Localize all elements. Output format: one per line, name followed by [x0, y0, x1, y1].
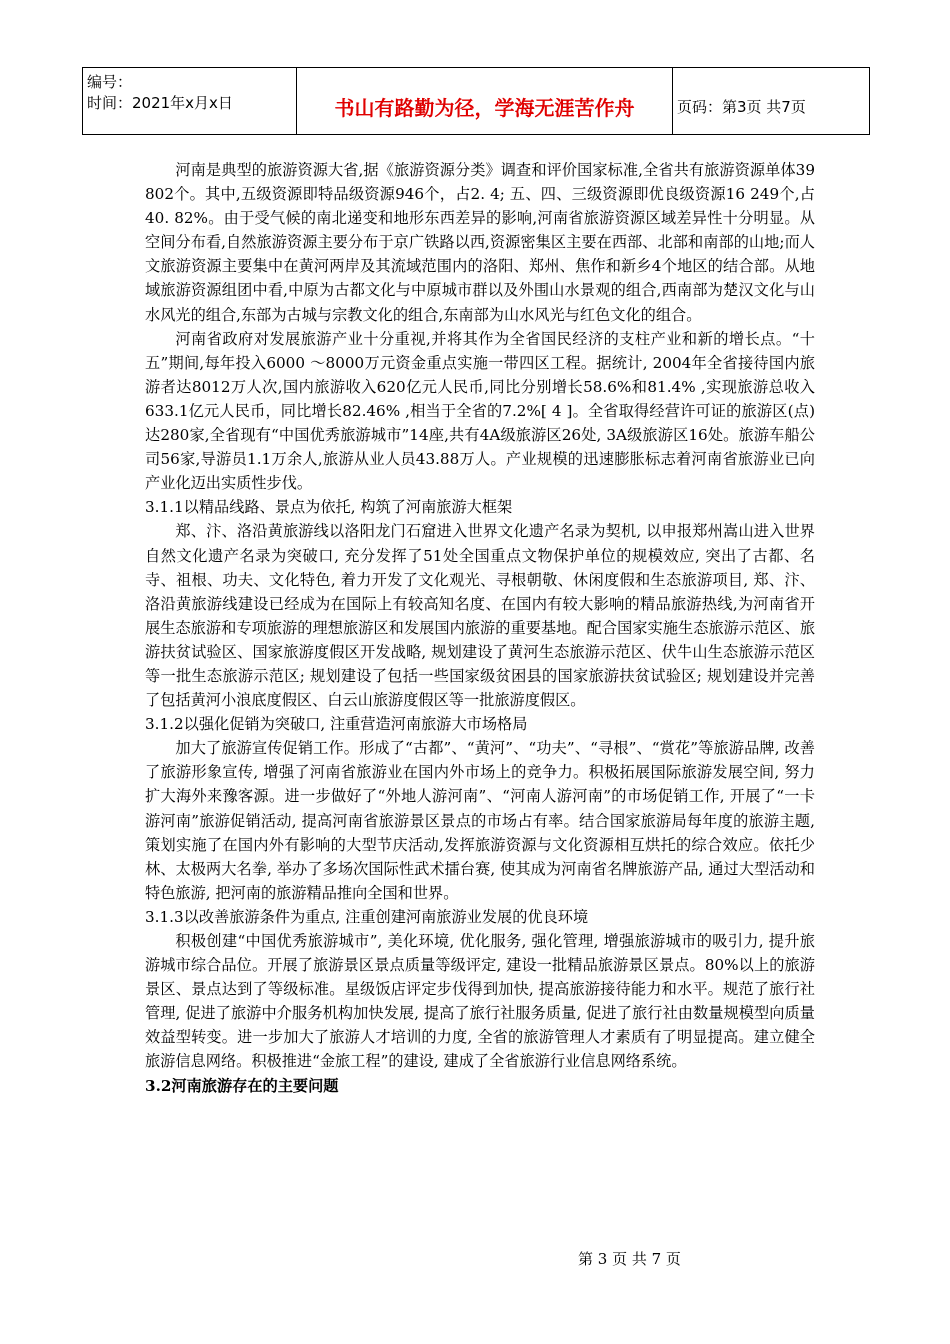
section-heading-3-1-1: 3.1.1以精品线路、景点为依托, 构筑了河南旅游大框架: [145, 498, 513, 517]
section-heading-3-1-3: 3.1.3以改善旅游条件为重点, 注重创建河南旅游业发展的优良环境: [145, 907, 589, 926]
document-date-label: 时间：2021年x月x日: [87, 94, 233, 112]
document-body: [145, 158, 815, 1098]
header-page-info: 页码：第3页 共7页: [677, 97, 806, 116]
section-heading-3-2: 3.2河南旅游存在的主要问题: [145, 1076, 339, 1095]
section-heading-3-1-2: 3.1.2以强化促销为突破口, 注重营造河南旅游大市场格局: [145, 715, 528, 734]
header-meta: [83, 68, 297, 134]
paragraph-routes: 郑、汴、洛沿黄旅游线以洛阳龙门石窟进入世界文化遗产名录为契机, 以申报郑州嵩山进入世界自然文化遗产名录为突破口, 充分发挥了51处全国重点文物保护单位的规模效应, 突出了古都、名寺、祖根、功夫、文化特色, 着力开发了文化观光、寻根朝敬、休闲度假和生态旅游项目, 郑、汴、洛沿黄旅游线建设已经成为在国际上有较高知名度、在国内有较大影响的精品旅游热线,为河南省开展生态旅游和专项旅游的理想旅游区和发展国内旅游的重要基地。配合国家实施生态旅游示范区、旅游扶贫试验区、国家旅游度假区开发战略, 规划建设了黄河生态旅游示范区、伏牛山生态旅游示范区等一批生态旅游示范区; 规划建设了包括一些国家级贫困县的国家旅游扶贫试验区; 规划建设并完善了包括黄河小浪底度假区、白云山旅游度假区等一批旅游度假区。: [145, 522, 815, 710]
paragraph-industry: 河南省政府对发展旅游产业十分重视,并将其作为全省国民经济的支柱产业和新的增长点。“十五”期间,每年投入6000 ～8000万元资金重点实施一带四区工程。据统计, 2004年全省接待国内旅游者达8012万人次,国内旅游收入620亿元人民币,同比分别增长58.6%和81.4% ,实现旅游总收入633.1亿元人民币，同比增长82.46% ,相当于全省的7.2%[ 4 ]。全省取得经营许可证的旅游区(点)达280家,全省现有“中国优秀旅游城市”14座,共有4A级旅游区26处, 3A级旅游区16处。旅游车船公司56家,导游员1.1万余人,旅游从业人员43.88万人。产业规模的迅速膨胀标志着河南省旅游业已向产业化迈出实质性步伐。: [145, 329, 815, 493]
document-header: [82, 67, 870, 135]
footer-page-number: 第 3 页 共 7 页: [578, 1250, 681, 1268]
paragraph-promotion: 加大了旅游宣传促销工作。形成了“古都”、“黄河”、“功夫”、“寻根”、“赏花”等旅游品牌, 改善了旅游形象宣传, 增强了河南省旅游业在国内外市场上的竞争力。积极拓展国际旅游发展空间, 努力扩大海外来豫客源。进一步做好了“外地人游河南”、“河南人游河南”的市场促销工作, 开展了“一卡游河南”旅游促销活动, 提高河南省旅游景区景点的市场占有率。结合国家旅游局每年度的旅游主题, 策划实施了在国内外有影响的大型节庆活动,发挥旅游资源与文化资源相互烘托的综合效应。依托少林、太极两大名拳, 举办了多场次国际性武术擂台赛, 使其成为河南省名牌旅游产品, 通过大型活动和特色旅游, 把河南的旅游精品推向全国和世界。: [145, 739, 815, 902]
paragraph-resources: 河南是典型的旅游资源大省,据《旅游资源分类》调查和评价国家标准,全省共有旅游资源单体39 802个。其中,五级资源即特品级资源946个，占2. 4; 五、四、三级资源即优良级资源16 249个,占40. 82%。由于受气候的南北递变和地形东西差异的影响,河南省旅游资源区域差异性十分明显。从空间分布看,自然旅游资源主要分布于京广铁路以西,资源密集区主要在西部、北部和南部的山地;而人文旅游资源主要集中在黄河两岸及其流域范围内的洛阳、郑州、焦作和新乡4个地区的结合部。从地域旅游资源组团中看,中原为古都文化与中原城市群以及外围山水景观的组合,西南部为楚汉文化与山水风光的组合,东部为古城与宗教文化的组合,东南部为山水风光与红色文化的组合。: [145, 161, 815, 324]
header-motto: 书山有路勤为径，学海无涯苦作舟: [297, 68, 673, 134]
paragraph-environment: 积极创建“中国优秀旅游城市”, 美化环境, 优化服务, 强化管理, 增强旅游城市的吸引力, 提升旅游城市综合品位。开展了旅游景区景点质量等级评定, 建设一批精品旅游景区景点。80%以上的旅游景区、景点达到了等级标准。星级饭店评定步伐得到加快, 提高旅游接待能力和水平。规范了旅行社管理, 促进了旅游中介服务机构加快发展, 提高了旅行社服务质量, 促进了旅行社由数量规模型向质量效益型转变。进一步加大了旅游人才培训的力度, 全省的旅游管理人才素质有了明显提高。建立健全旅游信息网络。积极推进“金旅工程”的建设, 建成了全省旅游行业信息网络系统。: [145, 932, 815, 1071]
document-number-label: 编号：: [87, 73, 133, 91]
